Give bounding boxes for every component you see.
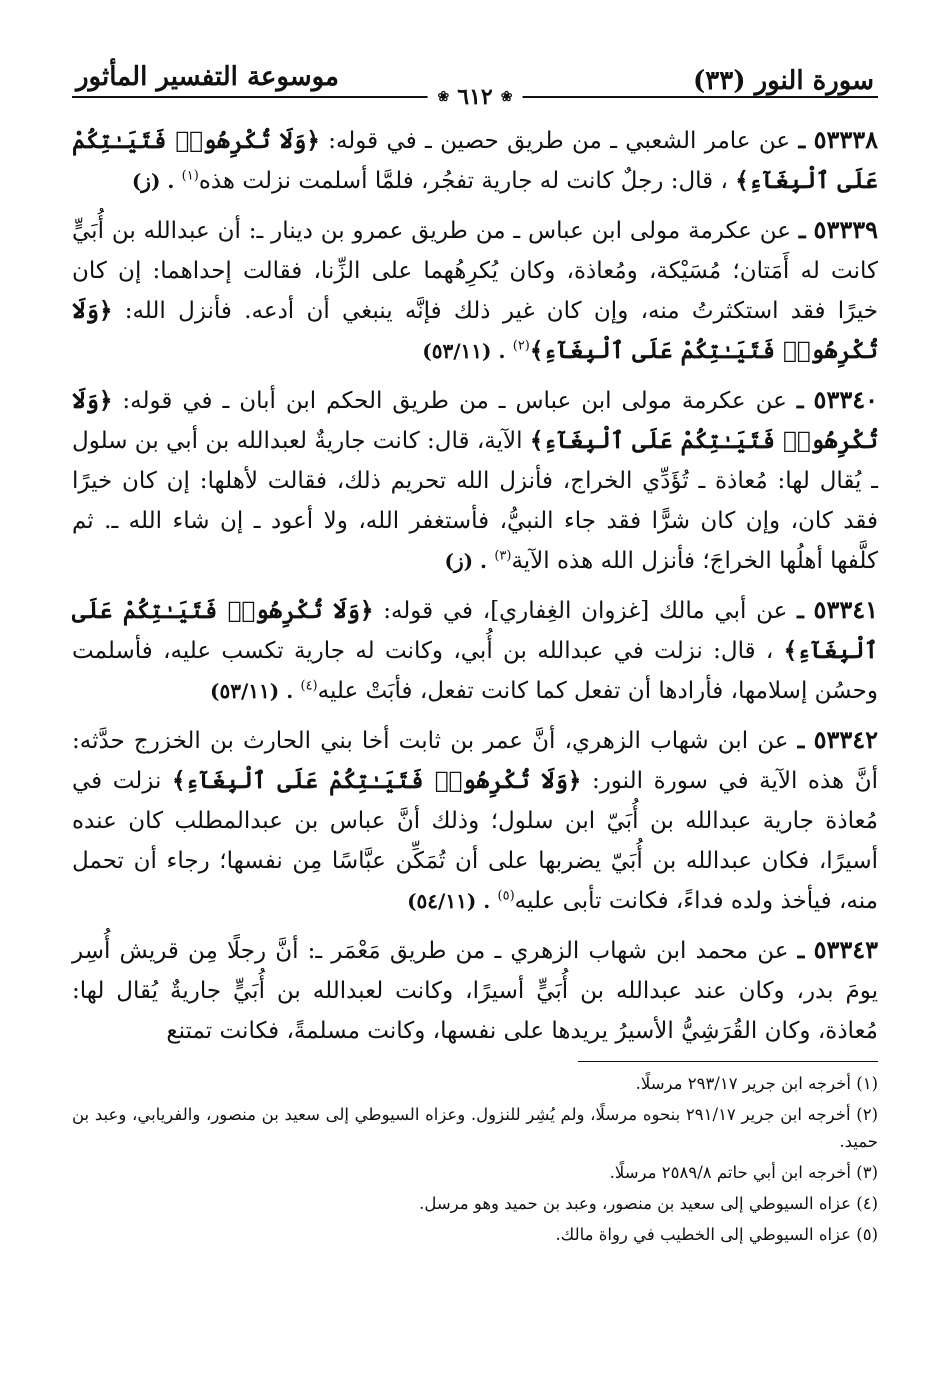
entry-number: ٥٣٣٣٩: [813, 215, 878, 244]
page-number-box: [428, 84, 523, 110]
source-reference: . (٥٤/١١): [407, 889, 491, 913]
entry-text: ، قال: رجلٌ كانت له جارية تفجُر، فلمَّا أسلمت نزلت هذه: [198, 168, 728, 194]
quran-verse: ﴿وَلَا تُكْرِهُوا۟ فَتَيَـٰتِكُمْ عَلَى ٱلْبِغَآءِ﴾: [72, 127, 878, 194]
entry-text: عن ابن شهاب الزهري، أنَّ عمر بن ثابت أخا بني الحارث بن الخزرج حدَّثه: أنَّ هذه الآية في سورة النور:: [72, 728, 878, 794]
footnote: (٣) أخرجه ابن أبي حاتم ٢٥٨٩/٨ مرسلًا.: [609, 1163, 878, 1182]
entry-text: نزلت في مُعاذة جارية عبدالله بن أُبَيّ ابن سلول؛ وذلك أنَّ عباس بن عبدالمطلب كان عنده أسيرًا، فكان عبدالله بن أُبَيّ يضربها على أن تُمَكِّن عبَّاسًا مِن نفسها؛ رجاء أن تحمل منه، فيأخذ ولده فداءً، فكانت تأبى عليه: [72, 768, 878, 914]
source-reference: . (ز): [131, 169, 175, 193]
quran-verse: ﴿وَلَا تُكْرِهُوا۟ فَتَيَـٰتِكُمْ عَلَى ٱلْبِغَآءِ﴾: [72, 297, 878, 364]
entry-text: عن عكرمة مولى ابن عباس ـ من طريق الحكم ابن أبان ـ في قوله:: [112, 388, 787, 414]
entry-text: عن عكرمة مولى ابن عباس ـ من طريق عمرو بن دينار ـ: أن عبدالله بن أُبَيٍّ كانت له أَمَتان؛ مُسَيْكة، ومُعاذة، وكان يُكرِهُهما على الزِّنا، فقالت إحداهما: إن كان خيرًا فقد استكثرتُ منه، وإن كان غير ذلك فإنَّه ينبغي أن أدعه. فأنزل الله:: [72, 218, 878, 324]
footnote-marker: (٢): [512, 338, 530, 354]
ornament-icon: ❀: [500, 89, 513, 105]
entry-number: ٥٣٣٤٣: [813, 935, 879, 964]
footnote-separator: [578, 1061, 878, 1062]
narration-entry: [72, 120, 878, 201]
entry-text: الآية، قال: كانت جاريةٌ لعبدالله بن أبي بن سلول ـ يُقال لها: مُعاذة ـ تُؤَدِّي الخراج، فأنزل الله تحريم ذلك، فقالت لأهلها: إن كان خيرًا فقد كان، وإن كان شرًّا فقد جاء النبيُّ، فأستغفر الله، ولا أعود ـ إن شاء الله ـ. ثم كلَّفها أهلُها الخراجَ؛ فأنزل الله هذه الآية: [72, 428, 878, 574]
entry-number: ٥٣٣٤٢: [813, 725, 879, 754]
entry-number: ٥٣٣٤١: [813, 595, 878, 624]
quran-verse: ﴿وَلَا تُكْرِهُوا۟ فَتَيَـٰتِكُمْ عَلَى ٱلْبِغَآءِ﴾: [72, 387, 879, 454]
document-page: [72, 50, 878, 1252]
entry-text: عن أبي مالك [غزوان الغِفاري]، في قوله:: [373, 598, 788, 624]
surah-title: سورة النور (٣٣): [692, 66, 874, 96]
source-reference: . (ز): [444, 549, 487, 573]
page-number: ٦١٢: [457, 84, 493, 110]
dash: ـ: [797, 597, 804, 624]
ornament-icon: ❀: [437, 89, 450, 105]
narration-entry: [72, 210, 878, 371]
narration-entry: [72, 380, 878, 581]
entry-number: ٥٣٣٣٨: [813, 125, 879, 154]
entry-text: عن محمد ابن شهاب الزهري ـ من طريق مَعْمَر ـ: أنَّ رجلًا مِن قريش أُسِر يومَ بدر، وكان عند عبدالله بن أُبَيٍّ أسيرًا، وكانت لعبدالله بن أُبَيٍّ جاريةٌ يُقال لها: مُعاذة، وكان القُرَشِيُّ الأسيرُ يريدها على نفسها، وكانت مسلمةً، فكانت تمتنع: [72, 938, 878, 1044]
narration-entry: [72, 720, 878, 921]
entry-text: ، قال: نزلت في عبدالله بن أُبي، وكانت له جارية تكسب عليه، فأسلمت وحسُن إسلامها، فأرادها أن تفعل كما كانت تفعل، فأبَتْ عليه: [72, 638, 878, 704]
footnote-marker: (١): [181, 168, 199, 184]
source-reference: . (٥٣/١١): [210, 679, 294, 703]
dash: ـ: [796, 387, 804, 414]
footnote-marker: (٥): [497, 888, 515, 904]
narration-entry: [72, 930, 878, 1051]
footnotes: [72, 1070, 878, 1248]
footnote-marker: (٣): [494, 548, 512, 564]
source-reference: . (٥٣/١١): [422, 339, 506, 363]
quran-verse: ﴿وَلَا تُكْرِهُوا۟ فَتَيَـٰتِكُمْ عَلَى ٱلْبِغَآءِ﴾: [72, 597, 879, 664]
footnote: (٥) عزاه السيوطي إلى الخطيب في رواة مالك.: [555, 1225, 878, 1244]
quran-verse: ﴿وَلَا تُكْرِهُوا۟ فَتَيَـٰتِكُمْ عَلَى ٱلْبِغَآءِ﴾: [171, 767, 582, 794]
narration-entry: [72, 590, 878, 711]
dash: ـ: [797, 937, 805, 964]
page-header: [72, 50, 878, 120]
footnote-marker: (٤): [300, 678, 318, 694]
series-title: موسوعة التفسير المأثور: [76, 62, 339, 92]
dash: ـ: [797, 727, 805, 754]
footnote: (٢) أخرجه ابن جرير ٢٩١/١٧ بنحوه مرسلًا، ولم يُشِر للنزول. وعزاه السيوطي إلى سعيد بن منصور، والفريابي، وعبد بن حميد.: [72, 1105, 878, 1151]
footnote: (١) أخرجه ابن جرير ٢٩٣/١٧ مرسلًا.: [635, 1074, 878, 1093]
dash: ـ: [798, 217, 806, 244]
entry-number: ٥٣٣٤٠: [813, 385, 878, 414]
footnote: (٤) عزاه السيوطي إلى سعيد بن منصور، وعبد بن حميد وهو مرسل.: [419, 1194, 878, 1213]
dash: ـ: [798, 127, 806, 154]
entry-text: عن عامر الشعبي ـ من طريق حصين ـ في قوله:: [319, 128, 791, 154]
